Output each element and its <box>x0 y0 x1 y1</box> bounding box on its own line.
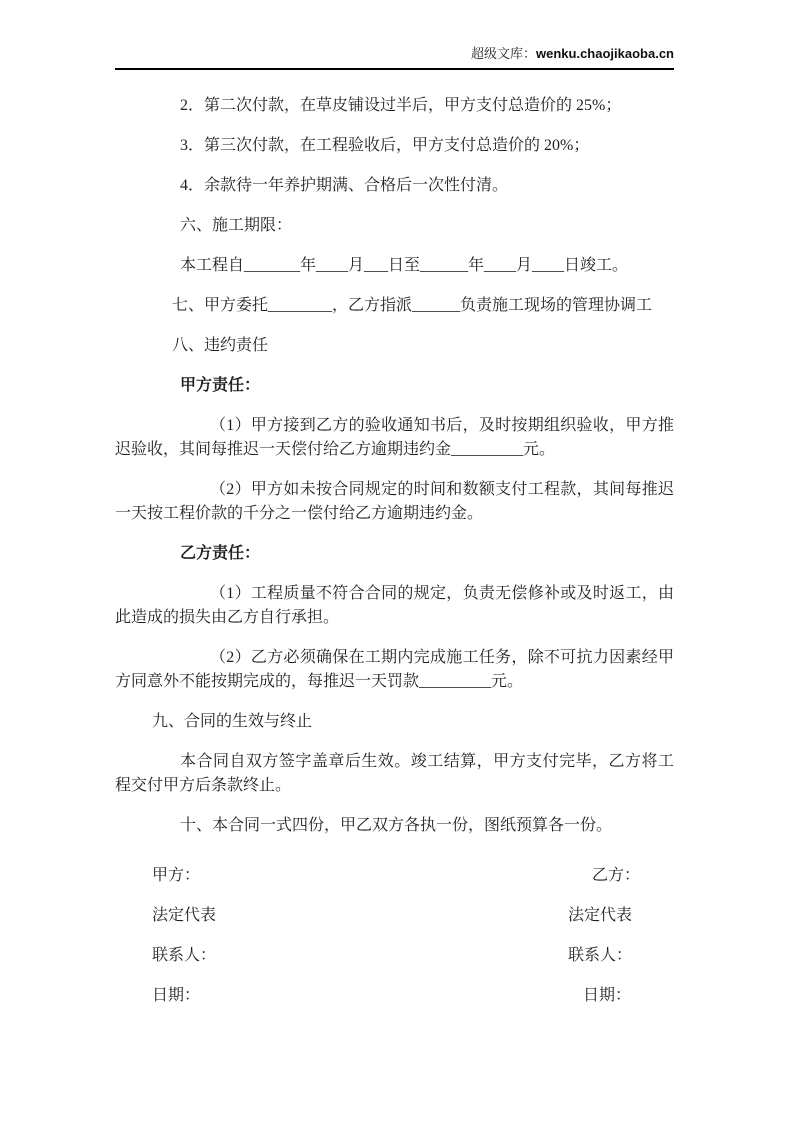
contract-body <box>115 70 674 1008</box>
payment-clause-2: 2．第二次付款，在草皮铺设过半后，甲方支付总造价的 25%； <box>180 97 622 114</box>
party-b-liability-clause-1: （1）工程质量不符合合同的规定，负责无偿修补或及时返工，由此造成的损失由乙方自行承担。 <box>115 585 674 626</box>
section-10-copies-line: 十、本合同一式四份，甲乙双方各执一份，图纸预算各一份。 <box>180 817 613 834</box>
party-a-liability-clause-2: （2）甲方如未按合同规定的时间和数额支付工程款，其间每推迟一天按工程价款的千分之一偿付给乙方逾期违约金。 <box>115 481 674 522</box>
party-b-contact-label: 联系人： <box>568 947 633 964</box>
construction-period-blanks-line: 本工程自_______年____月___日至______年____月____日竣工。 <box>180 257 629 274</box>
contract-effect-paragraph: 本合同自双方签字盖章后生效。竣工结算，甲方支付完毕，乙方将工程交付甲方后条款终止。 <box>115 753 674 794</box>
payment-clause-3: 3．第三次付款，在工程验收后，甲方支付总造价的 20%； <box>180 137 590 154</box>
party-a-liability-heading: 甲方责任： <box>180 377 261 394</box>
site-name-label: 超级文库： <box>470 46 536 61</box>
signature-row-party <box>115 864 674 888</box>
party-b-liability-heading: 乙方责任： <box>180 545 261 562</box>
site-url-text: wenku.chaojikaoba.cn <box>536 46 674 61</box>
signature-row-contact <box>115 944 674 968</box>
signature-row-date <box>115 984 674 1008</box>
party-a-liability-clause-1: （1）甲方接到乙方的验收通知书后，及时按期组织验收，甲方推迟验收，其间每推迟一天偿付给乙方逾期违约金_________元。 <box>115 417 674 458</box>
party-a-date-label: 日期： <box>152 987 201 1004</box>
party-b-legal-rep-label: 法定代表 <box>568 907 633 924</box>
section-9-title: 九、合同的生效与终止 <box>152 713 313 730</box>
section-7-delegation-line: 七、甲方委托________，乙方指派______负责施工现场的管理协调工 <box>172 297 653 314</box>
party-a-legal-rep-label: 法定代表 <box>152 907 217 924</box>
party-b-label: 乙方： <box>592 867 641 884</box>
signature-block <box>115 864 674 1008</box>
section-8-title: 八、违约责任 <box>172 337 269 354</box>
page-header <box>115 0 674 70</box>
party-b-date-label: 日期： <box>583 987 632 1004</box>
payment-clause-4: 4．余款待一年养护期满、合格后一次性付清。 <box>180 177 509 194</box>
party-b-liability-clause-2: （2）乙方必须确保在工期内完成施工任务，除不可抗力因素经甲方同意外不能按期完成的，每推迟一天罚款_________元。 <box>115 649 674 690</box>
section-6-title: 六、施工期限： <box>180 217 293 234</box>
signature-row-legal-rep <box>115 904 674 928</box>
party-a-label: 甲方： <box>152 867 201 884</box>
party-a-contact-label: 联系人： <box>152 947 217 964</box>
